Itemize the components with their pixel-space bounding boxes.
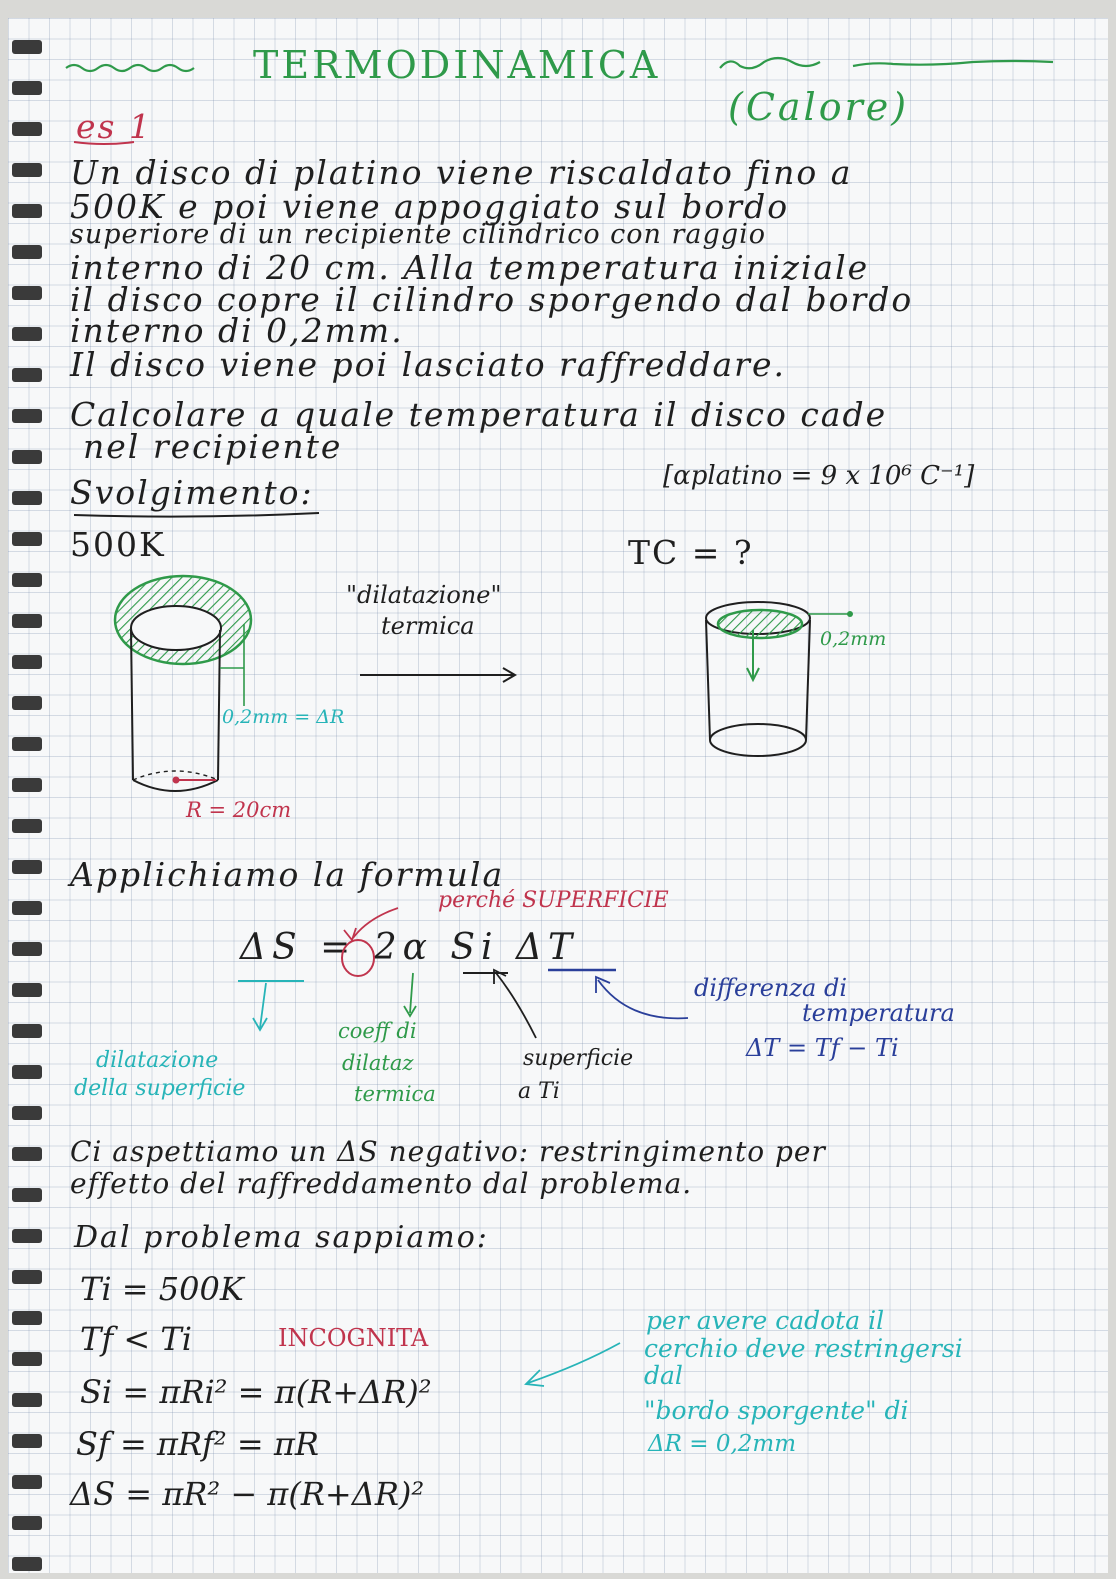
apply-formula-text: Applichiamo la formula [70, 855, 505, 894]
equation-sf: Sf = πRf² = πR [76, 1425, 319, 1463]
expectation-line: effetto del raffreddamento dal problema. [70, 1167, 693, 1200]
unknown-label: INCOGNITA [278, 1324, 429, 1352]
right-temperature: TC = ? [628, 533, 754, 572]
annotation-si-line1: superficie [523, 1046, 634, 1071]
annotation-dt-line3: ΔT = Tf − Ti [746, 1034, 899, 1062]
equation-tf: Tf < Ti [80, 1320, 192, 1358]
binder-hole [12, 1557, 42, 1571]
known-heading: Dal problema sappiamo: [74, 1220, 489, 1255]
main-formula: ΔS = 2α Si ΔT [240, 927, 578, 968]
given-coefficient: [αplatino = 9 x 10⁶ C⁻¹] [663, 461, 975, 491]
delta-right-label: 0,2mm [820, 628, 887, 650]
annotation-si-line2: a Ti [518, 1079, 560, 1104]
statement-line: Il disco viene poi lasciato raffreddare. [70, 345, 786, 384]
page-subtitle: (Calore) [728, 85, 910, 129]
statement-line: superiore di un recipiente cilindrico con raggio [70, 219, 766, 250]
why-surface-note: perché SUPERFICIE [438, 888, 669, 913]
left-temperature: 500K [70, 525, 166, 564]
binder-hole [12, 1516, 42, 1530]
exercise-label: es 1 [76, 107, 152, 146]
statement-line: interno di 20 cm. Alla temperatura iniziale [70, 248, 870, 287]
side-note-line: dal [644, 1361, 683, 1390]
annotation-dt-line1: differenza di [694, 974, 847, 1002]
delta-r-label: 0,2mm = ΔR [222, 706, 345, 728]
statement-line: 500K e poi viene appoggiato sul bordo [70, 187, 790, 226]
side-note-line: per avere cadota il [646, 1306, 885, 1335]
side-note-arrow [8, 18, 1108, 1438]
side-note-line: "bordo sporgente" di [644, 1396, 909, 1425]
annotation-dt-line2: temperatura [802, 999, 955, 1027]
annotation-ds-line2: della superficie [74, 1076, 246, 1101]
side-note-line: ΔR = 0,2mm [648, 1431, 797, 1457]
statement-line: Calcolare a quale temperatura il disco cade [70, 395, 888, 434]
annotation-ds-line1: dilatazione [96, 1048, 219, 1073]
annotation-alpha-line2: dilataz [342, 1051, 414, 1075]
radius-label: R = 20cm [186, 798, 292, 822]
annotation-alpha-line3: termica [354, 1082, 436, 1106]
side-note-line: cerchio deve restringersi [644, 1334, 963, 1363]
statement-line: interno di 0,2mm. [70, 311, 404, 350]
expectation-line: Ci aspettiamo un ΔS negativo: restringimento per [70, 1135, 826, 1168]
solution-heading: Svolgimento: [70, 473, 314, 512]
page-title: TERMODINAMICA [253, 43, 661, 87]
statement-line: nel recipiente [83, 427, 343, 466]
notebook-page [8, 18, 1108, 1573]
equation-ds: ΔS = πR² − π(R+ΔR)² [70, 1475, 425, 1513]
arrow-label-bottom: termica [381, 612, 475, 640]
equation-ti: Ti = 500K [80, 1270, 244, 1308]
annotation-alpha-line1: coeff di [338, 1019, 417, 1043]
arrow-label-top: "dilatazione" [346, 581, 502, 609]
binder-hole [12, 1475, 42, 1489]
statement-line: il disco copre il cilindro sporgendo dal bordo [70, 280, 914, 319]
statement-line: Un disco di platino viene riscaldato fino a [70, 153, 853, 192]
equation-si: Si = πRi² = π(R+ΔR)² [80, 1373, 432, 1411]
